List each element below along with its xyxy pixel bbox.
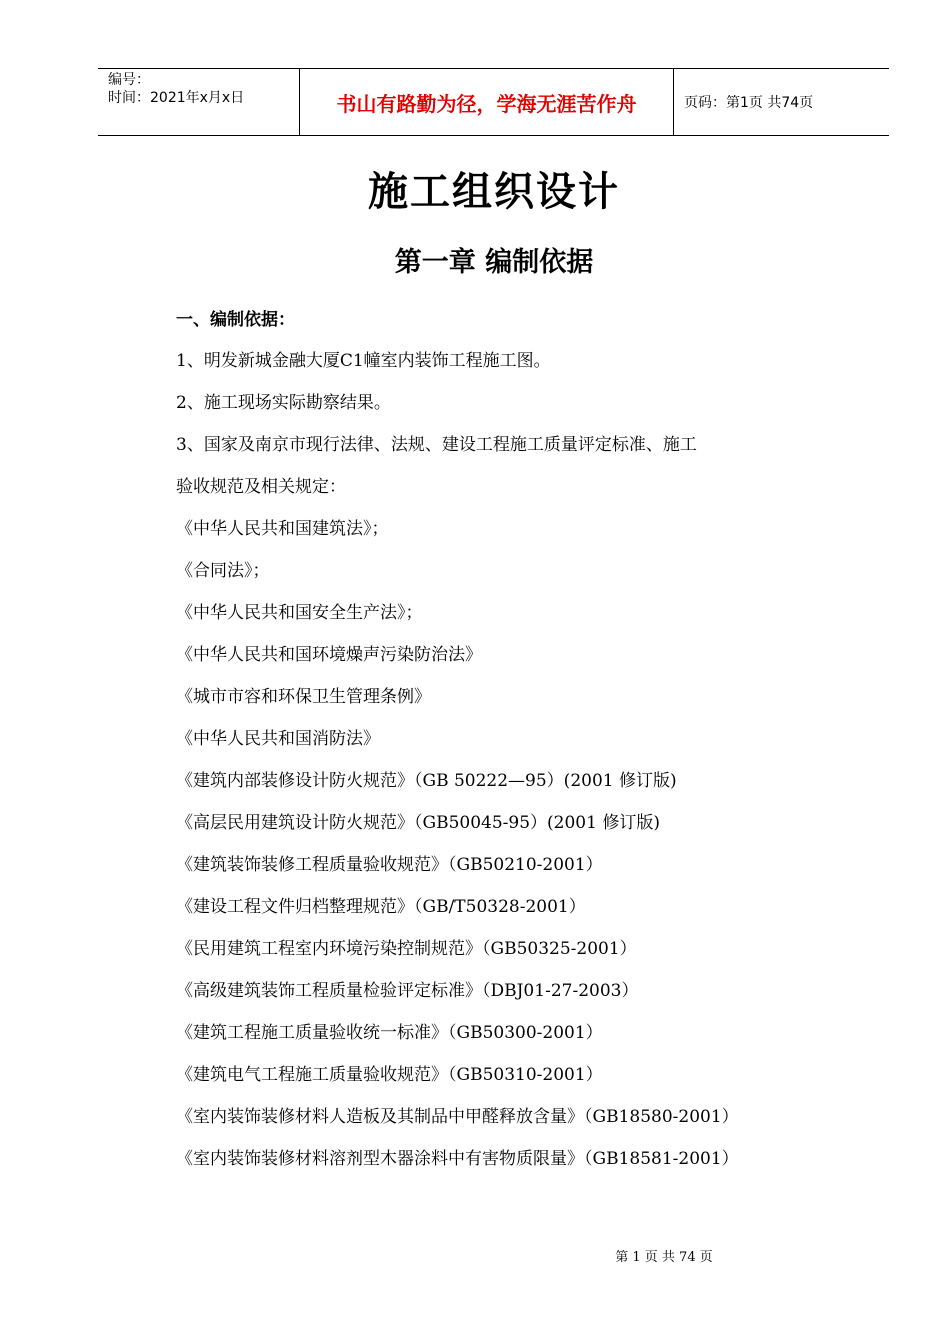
text-line: 《建筑电气工程施工质量验收规范》（GB50310-2001）: [176, 1065, 603, 1085]
text-line: 《高层民用建筑设计防火规范》（GB50045-95）(2001 修订版): [176, 813, 660, 833]
text-line: 1、明发新城金融大厦C1幢室内装饰工程施工图。: [176, 351, 551, 371]
text-line: 《室内装饰装修材料溶剂型木器涂料中有害物质限量》（GB18581-2001）: [176, 1149, 739, 1169]
header-motto: [300, 69, 674, 135]
page-footer: 第 1 页 共 74 页: [615, 1250, 713, 1265]
text-line: 《中华人民共和国环境燥声污染防治法》: [176, 645, 482, 665]
text-line: 《建筑工程施工质量验收统一标准》（GB50300-2001）: [176, 1023, 603, 1043]
chapter-title: 第一章 编制依据: [394, 247, 594, 278]
serial-label: 编号：: [108, 72, 150, 88]
motto-text: 书山有路勤为径，学海无涯苦作舟: [336, 91, 637, 116]
text-line: 《高级建筑装饰工程质量检验评定标准》（DBJ01-27-2003）: [176, 981, 639, 1001]
text-line: 《室内装饰装修材料人造板及其制品中甲醛释放含量》（GB18580-2001）: [176, 1107, 739, 1127]
text-line: 验收规范及相关规定：: [176, 477, 346, 497]
text-line: 《城市市容和环保卫生管理条例》: [176, 687, 431, 707]
header-page-info: [674, 69, 889, 135]
section-title: 一、编制依据：: [176, 310, 295, 330]
header-meta: [98, 69, 300, 135]
time-label: 时间：2021年x月x日: [108, 90, 245, 106]
text-line: 《中华人民共和国消防法》: [176, 729, 380, 749]
page-info-text: 页码：第1页 共74页: [684, 95, 814, 111]
text-line: 3、国家及南京市现行法律、法规、建设工程施工质量评定标准、施工: [176, 435, 697, 455]
text-line: 《建设工程文件归档整理规范》（GB/T50328-2001）: [176, 897, 586, 917]
page-header: [98, 68, 889, 136]
text-line: 《中华人民共和国安全生产法》；: [176, 603, 423, 623]
text-line: 《建筑内部装修设计防火规范》（GB 50222—95）(2001 修订版): [176, 771, 677, 791]
text-line: 《合同法》；: [176, 561, 270, 581]
text-line: 《民用建筑工程室内环境污染控制规范》（GB50325-2001）: [176, 939, 637, 959]
text-line: 2、施工现场实际勘察结果。: [176, 393, 391, 413]
text-line: 《建筑装饰装修工程质量验收规范》（GB50210-2001）: [176, 855, 603, 875]
body-text: [176, 342, 876, 1182]
text-line: 《中华人民共和国建筑法》；: [176, 519, 389, 539]
document-title: 施工组织设计: [368, 169, 620, 215]
